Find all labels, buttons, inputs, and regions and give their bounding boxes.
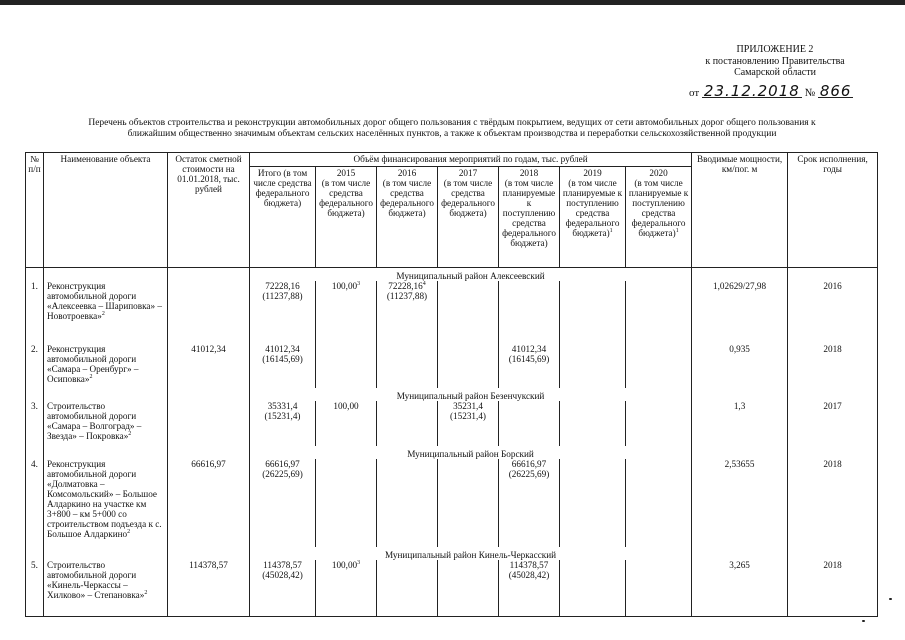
table-row: [26, 281, 878, 344]
table-row: [26, 459, 878, 547]
header-2017: 2017 (в том числе средства федерального бюджета): [438, 167, 499, 268]
row-capacity: 0,935: [692, 344, 788, 388]
row-2019: [560, 281, 626, 344]
row-num: 2.: [26, 344, 44, 388]
row-total: 41012,34 (16145,69): [250, 344, 316, 388]
row-name: Строительство автомобильной дороги «Самара – Волгоград» – Звезда» – Покровка»$^2$: [44, 401, 168, 446]
district-row: [26, 388, 878, 401]
row-2019: [560, 401, 626, 446]
district-name: Муниципальный район Безенчукский: [396, 391, 545, 401]
title-line-2: ближайшим общественно значимым объектам сельских населённых пунктов, а также к объектам производства и переработки сельскохозяйственной продукции: [127, 129, 777, 139]
objects-table: [25, 152, 878, 617]
district-row: [26, 268, 878, 282]
table-row: [26, 344, 878, 388]
appendix-date-line: [675, 81, 875, 100]
row-balance: [168, 281, 250, 344]
row-2018: 41012,34 (16145,69): [499, 344, 560, 388]
row-2018: 66616,97 (26225,69): [499, 459, 560, 547]
row-balance: 114378,57: [168, 560, 250, 616]
header-total: Итого (в том числе средства федерального бюджета): [250, 167, 316, 268]
row-2015: 100,00$^3$: [316, 560, 377, 616]
header-name: Наименование объекта: [44, 153, 168, 268]
row-capacity: 1,3: [692, 401, 788, 446]
row-2019: [560, 344, 626, 388]
row-name: Реконструкция автомобильной дороги «Долматовка – Комсомольский» – Большое Алдаркино на участке км 3+800 – км 5+000 со строительством подъезда к с. Большое Алдаркино$^2$: [44, 459, 168, 547]
row-2019: [560, 560, 626, 616]
row-name: Реконструкция автомобильной дороги «Алексеевка – Шариповка» – Новотроевка»$^2$: [44, 281, 168, 344]
handwritten-date: 23.12.2018: [703, 81, 800, 100]
document-title: [28, 118, 876, 140]
row-term: 2016: [788, 281, 878, 344]
row-total: 114378,57 (45028,42): [250, 560, 316, 616]
row-2017: 35231,4 (15231,4): [438, 401, 499, 446]
header-2018: 2018 (в том числе планируемые к поступлению средства федерального бюджета): [499, 167, 560, 268]
row-2016: [377, 459, 438, 547]
top-border: [0, 0, 905, 5]
row-2017: [438, 344, 499, 388]
row-total: 66616,97 (26225,69): [250, 459, 316, 547]
row-balance: 41012,34: [168, 344, 250, 388]
row-2016: 72228,16$^4$ (11237,88): [377, 281, 438, 344]
number-prefix: №: [804, 86, 816, 99]
row-total: 35331,4 (15231,4): [250, 401, 316, 446]
district-name: Муниципальный район Кинель-Черкасский: [384, 550, 557, 560]
title-line-1: Перечень объектов строительства и реконструкции автомобильных дорог общего пользования с твёрдым покрытием, ведущих от сети автомобильных дорог общего пользования к: [88, 118, 816, 128]
header-2019: 2019 (в том числе планируемые к поступлению средства федерального бюджета)$^1$: [560, 167, 626, 268]
district-row: [26, 446, 878, 459]
row-2017: [438, 281, 499, 344]
row-2016: [377, 401, 438, 446]
date-prefix: от: [689, 86, 700, 99]
scan-speck: [862, 620, 865, 622]
row-2018: [499, 401, 560, 446]
row-num: 3.: [26, 401, 44, 446]
header-term: Срок исполнения, годы: [788, 153, 878, 268]
row-num: 4.: [26, 459, 44, 547]
row-balance: 66616,97: [168, 459, 250, 547]
row-term: 2017: [788, 401, 878, 446]
row-2020: [626, 401, 692, 446]
appendix-block: [675, 44, 875, 99]
row-2015: 100,00: [316, 401, 377, 446]
row-2017: [438, 459, 499, 547]
row-2019: [560, 459, 626, 547]
header-2016: 2016 (в том числе средства федерального бюджета): [377, 167, 438, 268]
row-term: 2018: [788, 344, 878, 388]
row-2015: [316, 459, 377, 547]
row-2017: [438, 560, 499, 616]
row-term: 2018: [788, 560, 878, 616]
row-capacity: 2,53655: [692, 459, 788, 547]
appendix-resolution: к постановлению Правительства: [705, 55, 845, 67]
row-2015: [316, 344, 377, 388]
header-num: № п/п: [26, 153, 44, 268]
row-2020: [626, 281, 692, 344]
row-balance: [168, 401, 250, 446]
row-2020: [626, 459, 692, 547]
appendix-title: ПРИЛОЖЕНИЕ 2: [736, 44, 814, 55]
row-total: 72228,16 (11237,88): [250, 281, 316, 344]
row-2016: [377, 344, 438, 388]
header-2020: 2020 (в том числе планируемые к поступлению средства федерального бюджета)$^1$: [626, 167, 692, 268]
table-body: [26, 268, 878, 617]
row-2016: [377, 560, 438, 616]
district-row: [26, 547, 878, 560]
district-name: Муниципальный район Алексеевский: [396, 271, 545, 281]
row-2018: 114378,57 (45028,42): [499, 560, 560, 616]
table-row: [26, 560, 878, 616]
header-2015: 2015 (в том числе средства федерального бюджета): [316, 167, 377, 268]
row-num: 5.: [26, 560, 44, 616]
row-name: Строительство автомобильной дороги «Кинель-Черкассы – Хилково» – Степановка»$^2$: [44, 560, 168, 616]
row-capacity: 1,02629/27,98: [692, 281, 788, 344]
row-capacity: 3,265: [692, 560, 788, 616]
row-2015: 100,00$^3$: [316, 281, 377, 344]
row-2020: [626, 344, 692, 388]
row-term: 2018: [788, 459, 878, 547]
header-funding: Объём финансирования мероприятий по годам, тыс. рублей: [250, 153, 692, 167]
appendix-region: Самарской области: [734, 67, 816, 78]
table-row: [26, 401, 878, 446]
table-header: [26, 153, 878, 268]
row-2020: [626, 560, 692, 616]
row-num: 1.: [26, 281, 44, 344]
header-balance: Остаток сметной стоимости на 01.01.2018, тыс. рублей: [168, 153, 250, 268]
handwritten-number: 866: [819, 81, 852, 100]
scan-speck: [889, 598, 892, 600]
header-capacity: Вводимые мощности, км/пог. м: [692, 153, 788, 268]
district-name: Муниципальный район Борский: [407, 449, 534, 459]
row-name: Реконструкция автомобильной дороги «Самара – Оренбург» – Осиповка»$^2$: [44, 344, 168, 388]
row-2018: [499, 281, 560, 344]
